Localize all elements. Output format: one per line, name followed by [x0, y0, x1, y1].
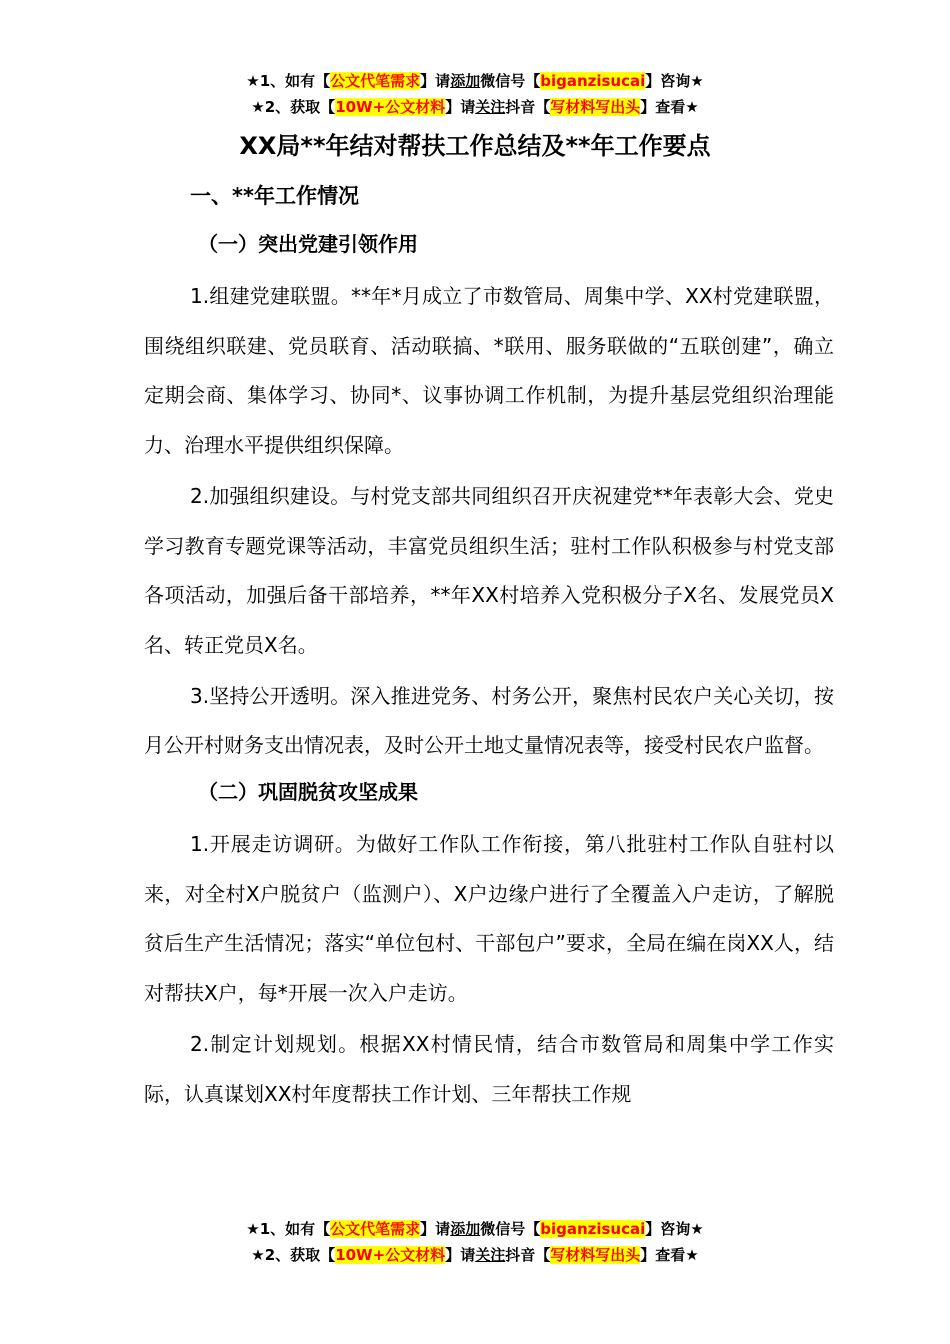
document-body	[144, 176, 834, 1120]
banner-underlined: 关注	[475, 98, 506, 116]
banner-line-2	[0, 94, 950, 120]
paragraph: 1.组建党建联盟。**年*月成立了市数管局、周集中学、XX村党建联盟，围绕组织联建、党员联育、活动联搞、*联用、服务联做的“五联创建”，确立定期会商、集体学习、协同*、议事协调工作机制，为提升基层党组织治理能力、治理水平提供组织保障。	[144, 284, 834, 458]
paragraph: 2.加强组织建设。与村党支部共同组织召开庆祝建党**年表彰大会、党史学习教育专题党课等活动，丰富党员组织生活；驻村工作队积极参与村党支部各项活动，加强后备干部培养，**年XX村培养入党积极分子X名、发展党员X名、转正党员X名。	[144, 483, 834, 657]
banner-line-1	[0, 68, 950, 94]
subsection-heading: （二）巩固脱贫攻坚成果	[198, 780, 418, 805]
banner-text: 】查看★	[640, 98, 699, 116]
paragraph: 1.开展走访调研。为做好工作队工作衔接，第八批驻村工作队自驻村以来，对全村X户脱贫户（监测户）、X户边缘户进行了全覆盖入户走访，了解脱贫后生产生活情况；落实“单位包村、干部包户”要求，全局在编在岗XX人，结对帮扶X户，每*开展一次入户走访。	[144, 832, 834, 1006]
banner-text: 】查看★	[640, 1246, 699, 1264]
top-banner	[0, 68, 950, 120]
banner-text: 抖音【	[505, 98, 551, 116]
bottom-banner	[0, 1216, 950, 1268]
paragraph: 2.制定计划规划。根据XX村情民情，结合市数管局和周集中学工作实际，认真谋划XX村年度帮扶工作计划、三年帮扶工作规	[144, 1031, 834, 1106]
banner-text: 】请	[445, 98, 476, 116]
banner-highlight: biganzisucai	[540, 1220, 646, 1238]
banner-text: 】咨询★	[645, 72, 704, 90]
banner-underlined: 添加	[450, 1220, 481, 1238]
banner-text: 】咨询★	[645, 1220, 704, 1238]
banner-line-1	[0, 1216, 950, 1242]
banner-text: ★1、如有【	[246, 72, 331, 90]
section-heading: 一、**年工作情况	[190, 184, 359, 208]
banner-text: 】请	[420, 1220, 451, 1238]
banner-text: ★2、获取【	[251, 98, 336, 116]
banner-text: 微信号【	[480, 1220, 541, 1238]
banner-highlight: 公文代笔需求	[330, 72, 421, 90]
banner-text: 】请	[445, 1246, 476, 1264]
document-title: XX局**年结对帮扶工作总结及**年工作要点	[239, 132, 711, 160]
banner-text: 微信号【	[480, 72, 541, 90]
banner-text: 抖音【	[505, 1246, 551, 1264]
banner-text: ★1、如有【	[246, 1220, 331, 1238]
subsection-heading: （一）突出党建引领作用	[198, 232, 418, 256]
paragraph: 3.坚持公开透明。深入推进党务、村务公开，聚焦村民农户关心关切，按月公开村财务支出情况表，及时公开土地丈量情况表等，接受村民农户监督。	[144, 683, 834, 758]
banner-line-2	[0, 1242, 950, 1268]
banner-highlight: 10W+公文材料	[335, 98, 446, 116]
banner-highlight: 写材料写出头	[550, 98, 641, 116]
banner-underlined: 关注	[475, 1246, 506, 1264]
banner-text: ★2、获取【	[251, 1246, 336, 1264]
banner-highlight: biganzisucai	[540, 72, 646, 90]
banner-highlight: 公文代笔需求	[330, 1220, 421, 1238]
banner-underlined: 添加	[450, 72, 481, 90]
banner-highlight: 写材料写出头	[550, 1246, 641, 1264]
banner-highlight: 10W+公文材料	[335, 1246, 446, 1264]
banner-text: 】请	[420, 72, 451, 90]
